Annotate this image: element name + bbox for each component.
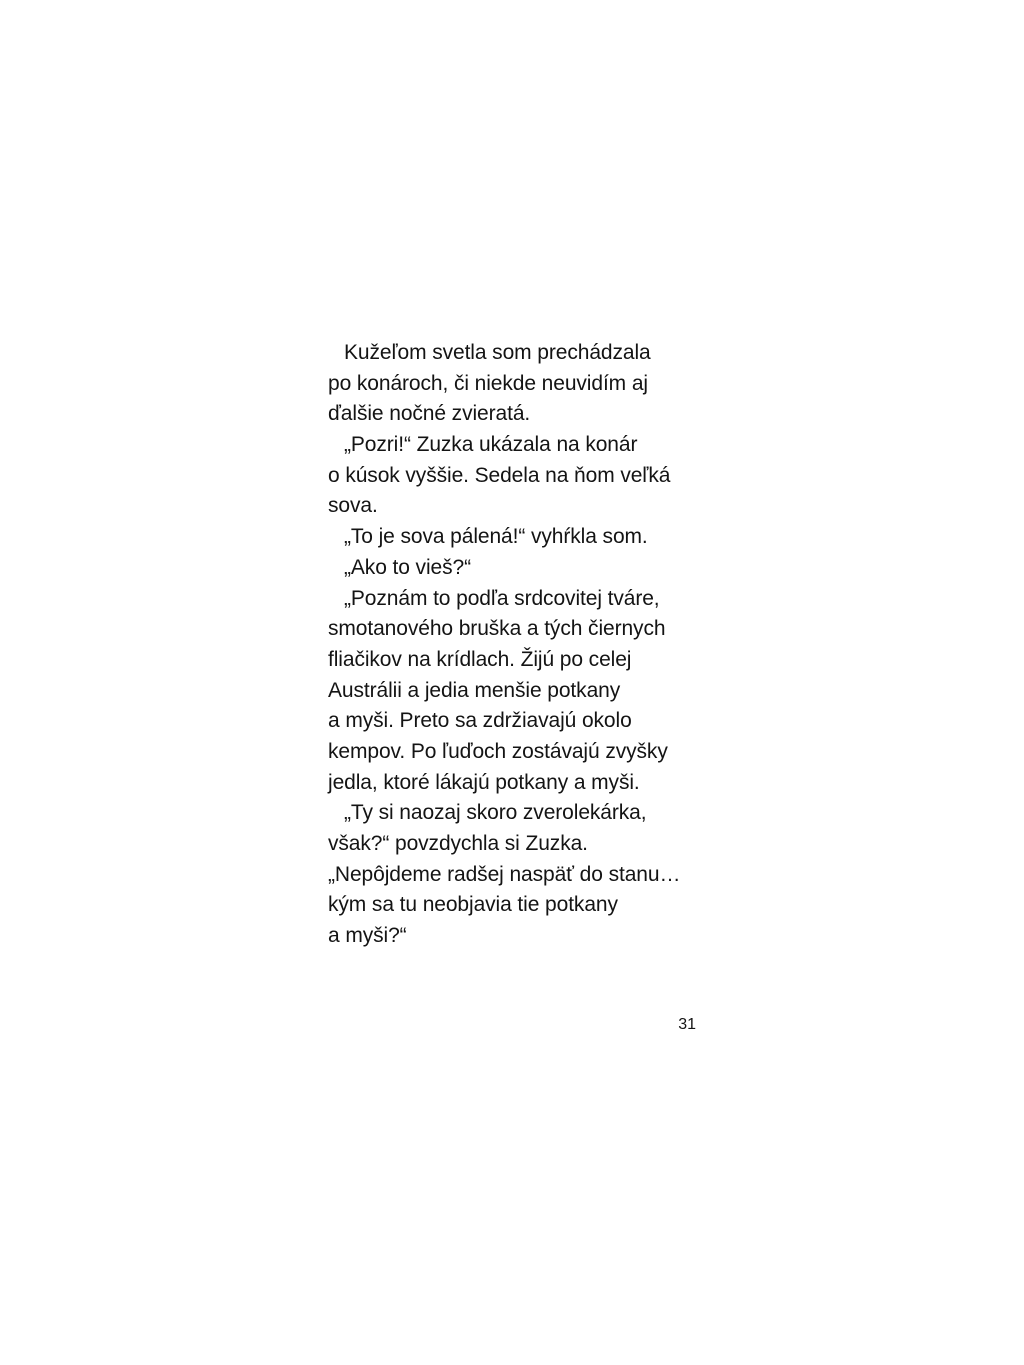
- text-line: „Poznám to podľa srdcovitej tváre,: [344, 586, 660, 610]
- text-line: Austrálii a jedia menšie potkany: [328, 678, 621, 702]
- text-line: fliačikov na krídlach. Žijú po celej: [328, 647, 632, 671]
- text-line: o kúsok vyššie. Sedela na ňom veľká: [328, 463, 671, 487]
- text-line: „Ty si naozaj skoro zverolekárka,: [344, 801, 647, 825]
- text-line: „Pozri!“ Zuzka ukázala na konár: [344, 433, 638, 457]
- text-line: jedla, ktoré lákajú potkany a myši.: [328, 770, 640, 794]
- text-line: kempov. Po ľuďoch zostávajú zvyšky: [328, 739, 668, 763]
- text-line: „Nepôjdeme radšej naspäť do stanu…: [328, 862, 681, 886]
- text-line: kým sa tu neobjavia tie potkany: [328, 893, 618, 917]
- body-text: [328, 338, 708, 952]
- text-line: a myši. Preto sa zdržiavajú okolo: [328, 709, 632, 733]
- text-line: smotanového bruška a tých čiernych: [328, 617, 666, 641]
- text-line: ďalšie nočné zvieratá.: [328, 402, 531, 426]
- text-line: po konároch, či niekde neuvidím aj: [328, 371, 648, 395]
- text-line: „Ako to vieš?“: [344, 555, 471, 579]
- page-number: 31: [678, 1016, 696, 1033]
- text-line: Kužeľom svetla som prechádzala: [344, 341, 651, 364]
- text-line: sova.: [328, 494, 378, 518]
- text-line: „To je sova pálená!“ vyhŕkla som.: [344, 525, 648, 549]
- text-line: a myši?“: [328, 924, 407, 948]
- text-line: však?“ povzdychla si Zuzka.: [328, 832, 588, 855]
